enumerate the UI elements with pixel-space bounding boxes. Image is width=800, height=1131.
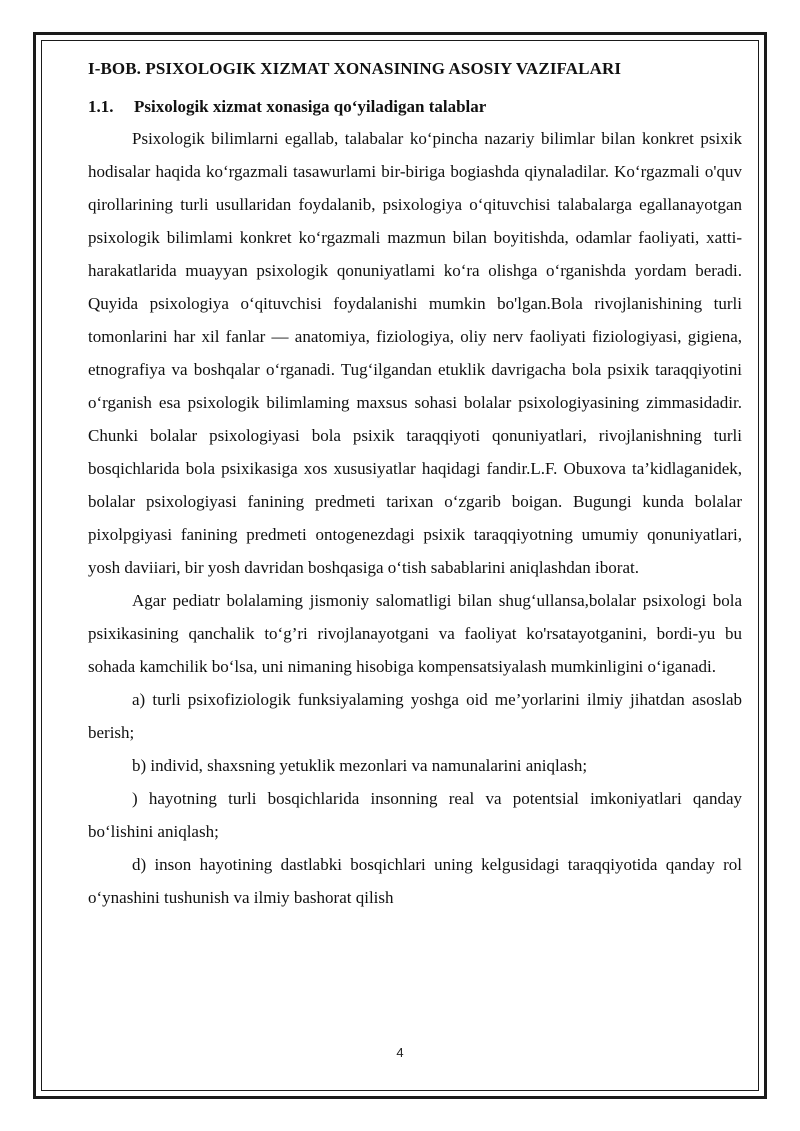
list-item: b) individ, shaxsning yetuklik mezonlari va namunalarini aniqlash; xyxy=(132,756,588,775)
list-item: ) hayotning turli bosqichlarida insonning real va potentsial imkoniyatlari qanday bo‘lishini aniqlash; xyxy=(88,789,742,841)
chapter-title: I-BOB. PSIXOLOGIK XIZMAT XONASINING ASOSIY VAZIFALARI xyxy=(88,59,622,78)
page-number: 4 xyxy=(396,1045,404,1060)
paragraph: Psixologik bilimlarni egallab, talabalar ko‘pincha nazariy bilimlar bilan konkret psixik hodisalar haqida ko‘rgazmali tasawurlami bir-biriga bogiashda qiynaladilar. Ko‘rgazmali o'quv qirollarining turli usullaridan foydalanib, psixologiya o‘qituvchisi talabalarga egallanayotgan psixologik bilimlami konkret ko‘rgazmali mazmun bilan boyitishda, odamlar faoliyati, xatti-harakatlarida muayyan psixologik qonuniyatlami ko‘ra olishga o‘rganishda yordam beradi. Quyida psixologiya o‘qituvchisi foydalanishi mumkin bo'lgan.Bola rivojlanishining turli tomonlarini har xil fanlar — anatomiya, fiziologiya, oliy nerv faoliyati fiziologiyasi, gigiena, etnografiya va boshqalar o‘rganadi. Tug‘ilgandan etuklik davrigacha bola psixik taraqqiyotini o‘rganish esa psixologik bilimlaming maxsus sohasi bolalar psixologiyasining zimmasidadir. Chunki bolalar psixologiyasi bola psixik taraqqiyoti qonuniyatlari, rivojlanishning turli bosqichlarida bola psixikasiga xos xususiyatlar haqidagi fandir.L.F. Obuxova ta’kidlaganidek, bolalar psixologiyasi fanining predmeti tarixan o‘zgarib boigan. Bugungi kunda bolalar pixolpgiyasi fanining predmeti ontogenezdagi psixik taraqqiyotning umumiy qonuniyatlari, yosh daviiari, bir yosh davridan boshqasiga o‘tish sabablarini aniqlashdan iborat. xyxy=(88,129,742,577)
list-item: a) turli psixofiziologik funksiyalaming yoshga oid me’yorlarini ilmiy jihatdan asoslab berish; xyxy=(88,690,742,742)
section-heading xyxy=(88,94,742,120)
page-content xyxy=(88,56,742,914)
list-item: d) inson hayotining dastlabki bosqichlari uning kelgusidagi taraqqiyotida qanday rol o‘ynashini tushunish va ilmiy bashorat qilish xyxy=(88,855,742,907)
paragraph: Agar pediatr bolalaming jismoniy salomatligi bilan shug‘ullansa,bolalar psixologi bola psixikasining qanchalik to‘g’ri rivojlanayotgani va faoliyat ko'rsatayotganini, bordi-yu bu sohada kamchilik bo‘lsa, uni nimaning hisobiga kompensatsiyalash mumkinligini o‘iganadi. xyxy=(88,591,742,676)
section-title: Psixologik xizmat xonasiga qo‘yiladigan talablar xyxy=(134,97,487,116)
section-number: 1.1. xyxy=(88,97,114,116)
